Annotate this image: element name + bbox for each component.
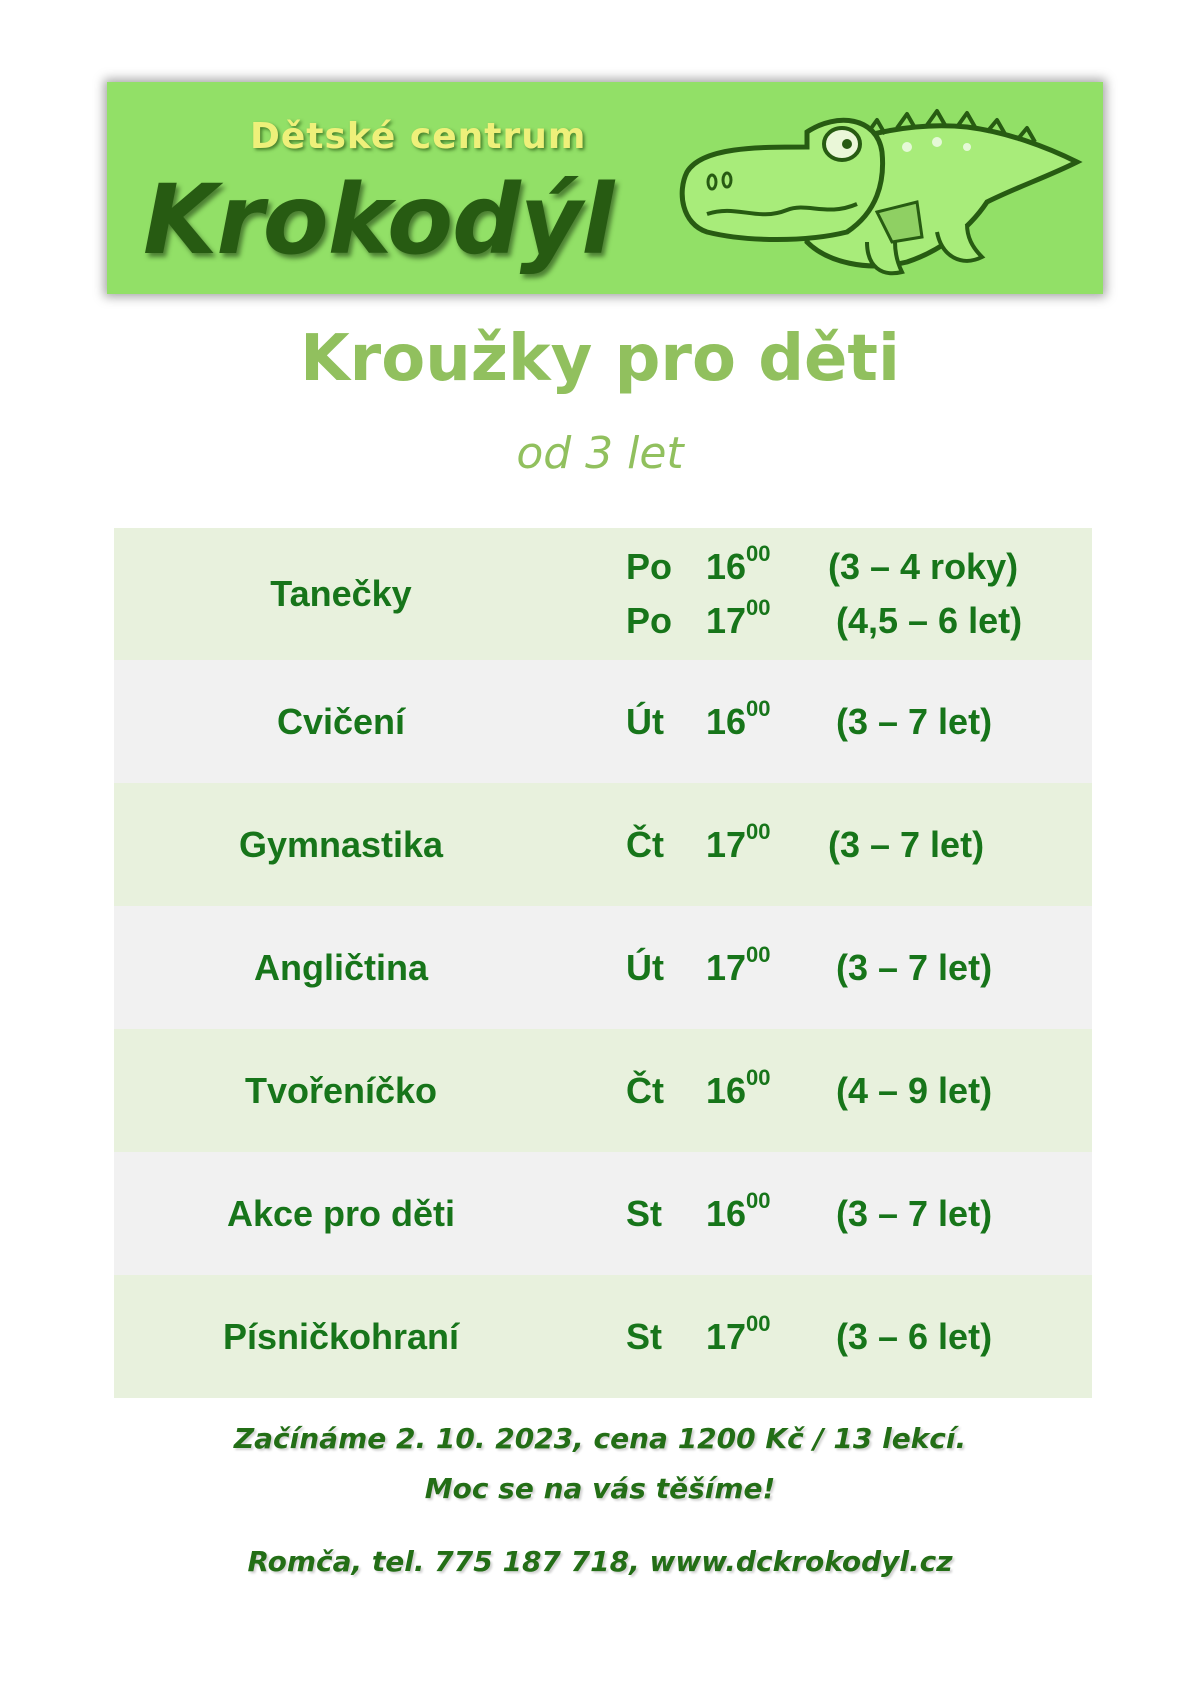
time-slot	[626, 818, 1106, 872]
crocodile-icon	[667, 92, 1087, 287]
slot-age: (3 – 7 let)	[836, 700, 993, 742]
slot-time: $16^{00}$	[706, 541, 771, 587]
schedule-row	[114, 1275, 1092, 1398]
time-slot	[626, 540, 1106, 594]
activity-name: Gymnastika	[238, 823, 444, 865]
schedule-row	[114, 783, 1092, 906]
slot-day: Po	[626, 546, 673, 587]
slot-time: $17^{00}$	[706, 1310, 771, 1357]
time-slot	[626, 1187, 1106, 1241]
schedule-row	[114, 1152, 1092, 1275]
time-slot	[626, 941, 1106, 995]
time-slot	[626, 1310, 1106, 1364]
activity-name: Tvořeníčko	[244, 1069, 438, 1111]
activity-name: Tanečky	[270, 573, 412, 614]
slot-time: $16^{00}$	[706, 1187, 771, 1234]
time-slot	[626, 1064, 1106, 1118]
slot-day: Čt	[626, 823, 664, 865]
activity-name: Cvičení	[276, 700, 406, 742]
activity-name: Angličtina	[253, 946, 428, 988]
slot-day: Út	[626, 946, 664, 988]
slot-age: (3 – 4 roky)	[828, 546, 1019, 587]
header-banner	[107, 82, 1103, 294]
schedule-row	[114, 906, 1092, 1029]
activity-name: Písničkohraní	[222, 1315, 460, 1357]
schedule-row	[114, 660, 1092, 783]
slot-time: $17^{00}$	[706, 941, 771, 988]
schedule-table	[114, 528, 1092, 1398]
slot-day: Po	[626, 600, 673, 641]
slot-day: Út	[626, 700, 664, 742]
slot-time: $16^{00}$	[706, 1064, 771, 1111]
slot-time: $17^{00}$	[706, 818, 771, 865]
slot-age: (4 – 9 let)	[836, 1069, 993, 1111]
schedule-row	[114, 528, 1092, 660]
banner-logo-text: Krokodýl	[143, 164, 614, 276]
slot-time: $16^{00}$	[706, 695, 771, 742]
schedule-row	[114, 1029, 1092, 1152]
greeting: Moc se na vás těšíme!	[424, 1472, 776, 1505]
slot-day: St	[626, 1315, 662, 1357]
contact-info: Romča, tel. 775 187 718, www.dckrokodyl.cz	[247, 1545, 953, 1578]
slot-age: (4,5 – 6 let)	[836, 600, 1023, 641]
slot-age: (3 – 7 let)	[828, 823, 985, 865]
time-slot	[626, 695, 1106, 749]
page-title: Kroužky pro děti	[300, 322, 900, 396]
slot-age: (3 – 6 let)	[836, 1315, 993, 1357]
slot-age: (3 – 7 let)	[836, 1192, 993, 1234]
time-slots	[626, 528, 1106, 660]
slot-time: $17^{00}$	[706, 595, 771, 641]
page-subtitle: od 3 let	[516, 428, 684, 479]
slot-day: St	[626, 1192, 662, 1234]
time-slot	[626, 594, 1106, 648]
slot-age: (3 – 7 let)	[836, 946, 993, 988]
start-info: Začínáme 2. 10. 2023, cena 1200 Kč / 13 lekcí.	[233, 1422, 967, 1455]
activity-name: Akce pro děti	[226, 1192, 456, 1234]
banner-subtitle: Dětské centrum	[250, 116, 587, 157]
slot-day: Čt	[626, 1069, 664, 1111]
